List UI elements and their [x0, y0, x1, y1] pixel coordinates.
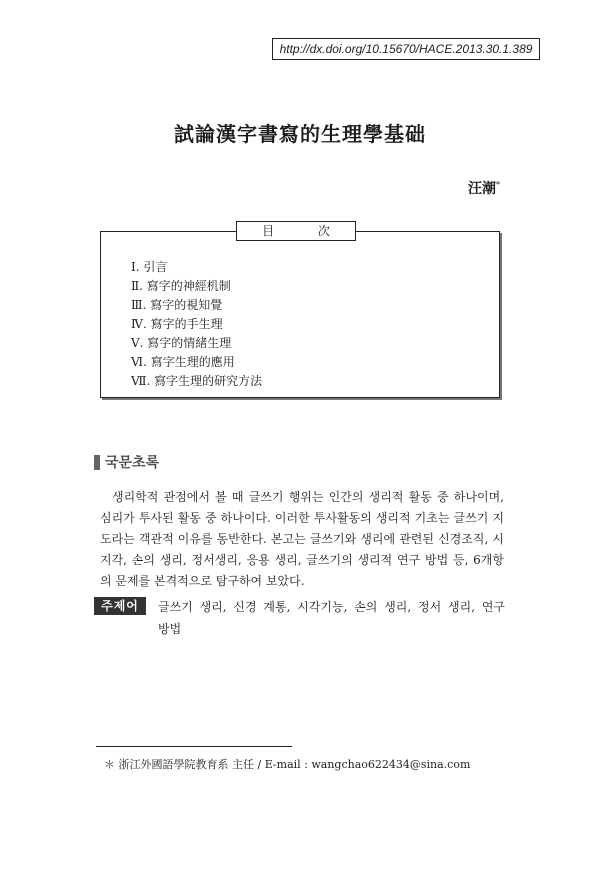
doi-link[interactable]: http://dx.doi.org/10.15670/HACE.2013.30.1.389: [272, 38, 540, 60]
author-name: 汪潮: [468, 181, 496, 197]
toc-item: Ⅵ. 寫字生理的應用: [131, 355, 235, 369]
abstract-heading-text: 국문초록: [105, 455, 160, 471]
toc-item: Ⅰ. 引言: [131, 260, 168, 274]
paper-title: 試論漢字書寫的生理學基础: [174, 122, 426, 146]
toc-item: Ⅲ. 寫字的視知覺: [131, 298, 223, 312]
toc-item: Ⅳ. 寫字的手生理: [131, 317, 223, 331]
author-footnote-mark: *: [496, 180, 500, 190]
keywords-label: 주제어: [94, 597, 146, 615]
author: [468, 178, 500, 198]
toc-item: Ⅴ. 寫字的情緒生理: [131, 336, 232, 350]
toc-label: 目 次: [236, 221, 356, 241]
abstract-heading: [94, 452, 159, 472]
heading-bar-icon: [94, 455, 100, 470]
toc-item: Ⅶ. 寫字生理的研究方法: [131, 374, 263, 388]
abstract-body: 생리학적 관점에서 볼 때 글쓰기 행위는 인간의 생리적 활동 중 하나이며, 심리가 투사된 활동 중 하나이다. 이러한 투사활동의 생리적 기초는 글쓰기 지도라는 객관적 이유를 동반한다. 본고는 글쓰기와 생리에 관련된 신경조직, 시지각, 손의 생리, 정서생리, 응용 생리, 글쓰기의 생리적 연구 방법 등, 6개항의 문제를 본격적으로 탐구하여 보았다.: [100, 490, 504, 588]
toc-item: Ⅱ. 寫字的神經机制: [131, 279, 231, 293]
footnote-divider: [96, 746, 292, 747]
author-footnote: ＊ 浙江外國語學院教育系 主任 / E-mail : wangchao622434@sina.com: [104, 758, 471, 771]
keywords-text: 글쓰기 생리, 신경 계통, 시각기능, 손의 생리, 정서 생리, 연구 방법: [158, 600, 506, 636]
toc-list: [131, 258, 262, 391]
